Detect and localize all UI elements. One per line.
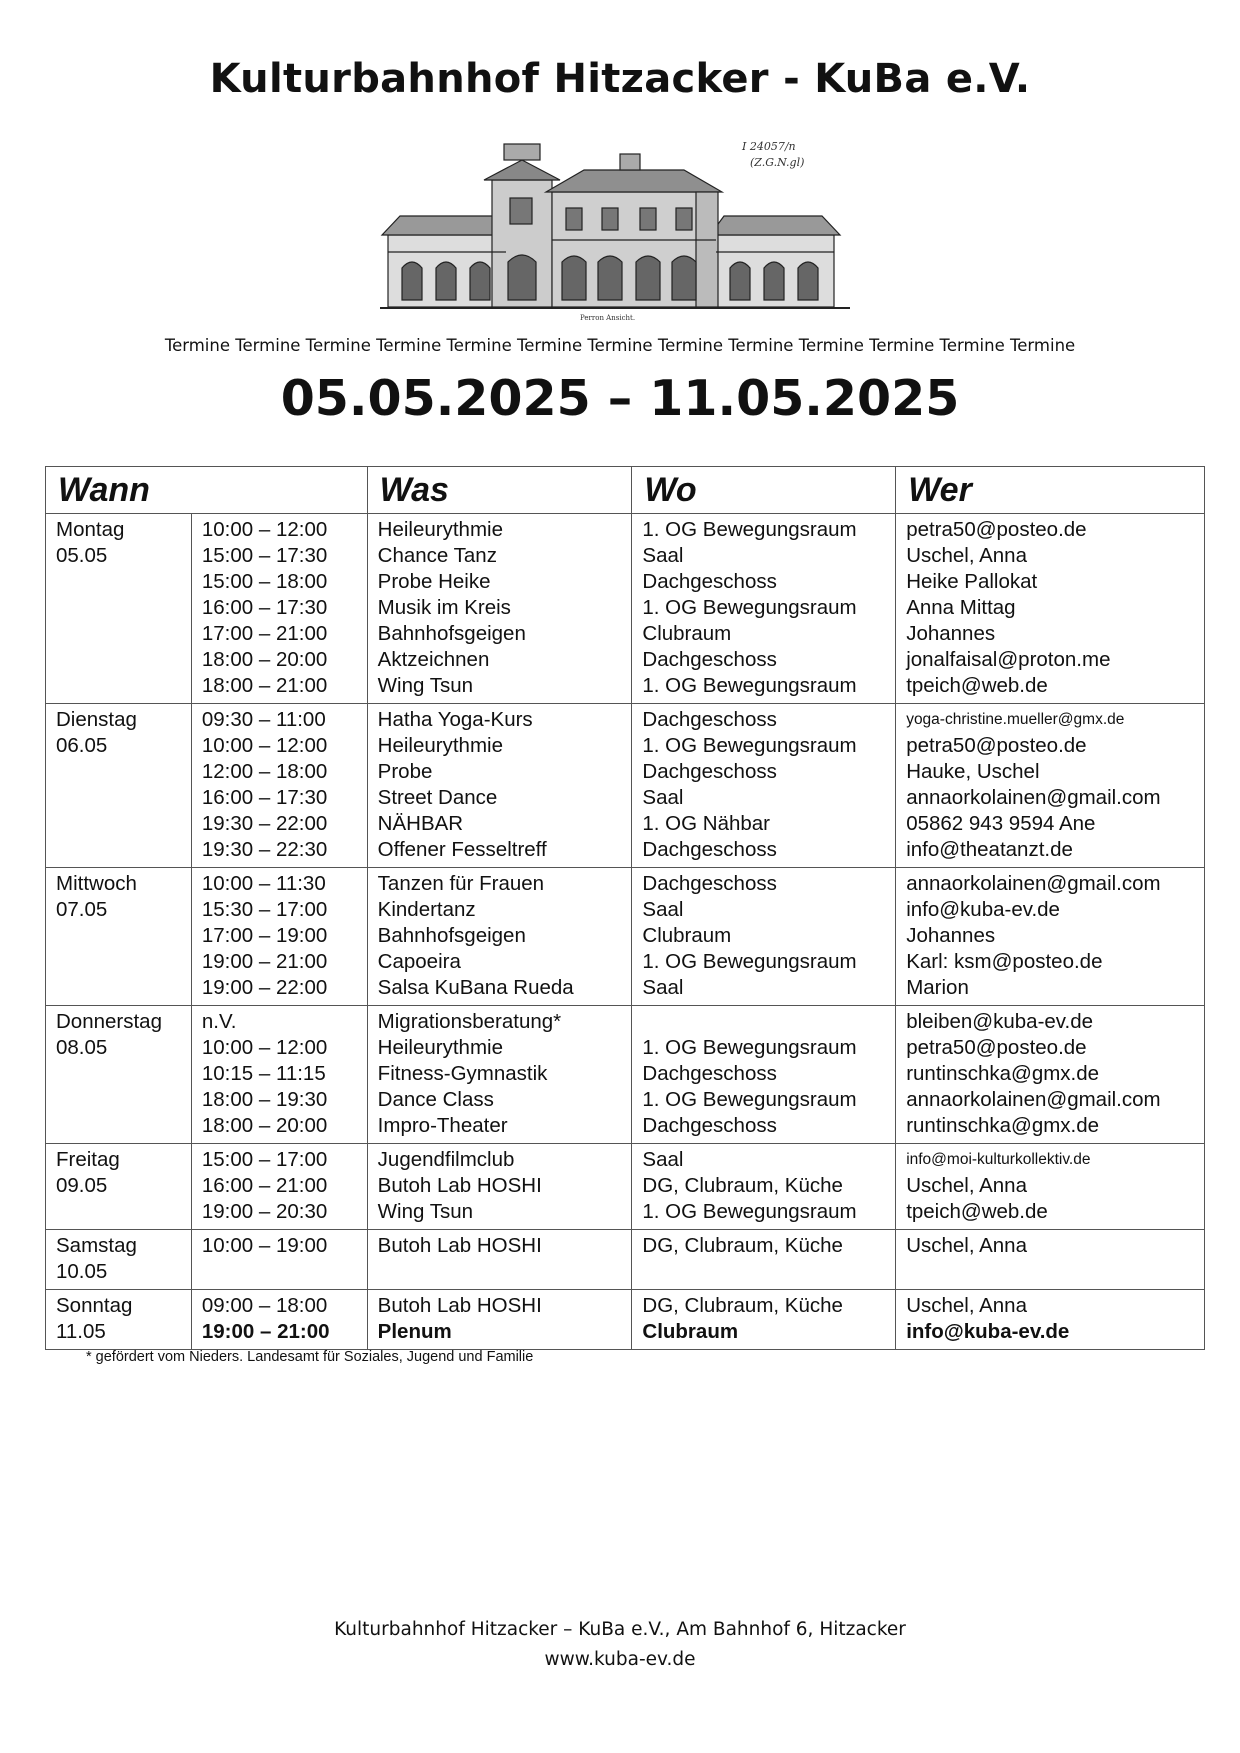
cell-where-line: 1. OG Bewegungsraum [642,518,857,541]
cell-times [191,1230,367,1290]
cell-where-line: Dachgeschoss [642,1062,777,1085]
cell-where-line: 1. OG Bewegungsraum [642,1200,857,1223]
cell-what-line: Aktzeichnen [377,648,490,671]
table-row [46,1290,1205,1350]
cell-times [191,1144,367,1230]
cell-day-line: 11.05 [56,1320,106,1343]
cell-what [367,514,632,704]
page-title: Kulturbahnhof Hitzacker - KuBa e.V. [209,56,1031,102]
cell-day-line: 09.05 [56,1174,108,1197]
cell-who-line: Karl: ksm@posteo.de [906,950,1103,973]
cell-who-line: Heike Pallokat [906,570,1038,593]
cell-where-line: Clubraum [642,924,732,947]
cell-what-line: Jugendfilmclub [377,1148,515,1171]
header-wann: Wann [46,467,368,514]
cell-who-line: runtinschka@gmx.de [906,1114,1100,1137]
cell-where-line: Dachgeschoss [642,872,777,895]
cell-times-line: 18:00 – 19:30 [201,1088,328,1111]
cell-day [46,514,192,704]
table-row [46,514,1205,704]
cell-who-line: Uschel, Anna [906,1234,1027,1257]
cell-where-line: Dachgeschoss [642,648,777,671]
cell-who-line: tpeich@web.de [906,1200,1048,1223]
cell-what-line: Wing Tsun [377,674,474,697]
date-range: 05.05.2025 – 11.05.2025 [280,370,960,427]
cell-times-line: 15:00 – 17:30 [201,544,328,567]
cell-times-line: 12:00 – 18:00 [201,760,328,783]
table-row [46,868,1205,1006]
header-wer: Wer [896,467,1205,514]
cell-what-line: Butoh Lab HOSHI [377,1174,542,1197]
cell-times-line: 09:30 – 11:00 [201,708,326,731]
cell-where-line: DG, Clubraum, Küche [642,1174,843,1197]
cell-what-line: Heileurythmie [377,518,503,541]
cell-what-line: Plenum [377,1320,452,1343]
cell-day [46,1144,192,1230]
cell-what-line: Musik im Kreis [377,596,511,619]
cell-where-line: Dachgeschoss [642,708,777,731]
cell-times-line: 15:00 – 18:00 [201,570,328,593]
cell-day-line: Donnerstag [56,1010,162,1033]
cell-what [367,1006,632,1144]
cell-who [896,1290,1205,1350]
cell-times [191,1290,367,1350]
cell-where-line: Dachgeschoss [642,1114,777,1137]
cell-day [46,704,192,868]
cell-what-line: Heileurythmie [377,734,503,757]
cell-times [191,514,367,704]
cell-where-line: Saal [642,544,684,567]
cell-times-line: 10:00 – 12:00 [201,734,328,757]
footer [0,1615,1240,1675]
cell-where [632,704,896,868]
table-row [46,704,1205,868]
cell-times [191,868,367,1006]
cell-who-line: Hauke, Uschel [906,760,1040,783]
cell-where [632,1290,896,1350]
cell-what-line: Tanzen für Frauen [377,872,545,895]
cell-who-line: petra50@posteo.de [906,734,1087,757]
cell-day-line: Freitag [56,1148,120,1171]
cell-where-line: 1. OG Nähbar [642,812,771,835]
cell-what-line: Street Dance [377,786,498,809]
drawing-caption: Perron Ansicht. [580,314,636,322]
cell-who-line: info@kuba-ev.de [906,1320,1070,1343]
cell-times-line: 19:00 – 22:00 [201,976,328,999]
cell-who-line: jonalfaisal@proton.me [906,648,1111,671]
cell-where-line: Saal [642,786,684,809]
cell-who [896,514,1205,704]
cell-what [367,868,632,1006]
cell-who-line: info@theatanzt.de [906,838,1073,861]
cell-who-line: petra50@posteo.de [906,1036,1087,1059]
cell-who [896,1006,1205,1144]
cell-day [46,1290,192,1350]
cell-where-line: Saal [642,976,684,999]
cell-times-line: 10:00 – 12:00 [201,1036,328,1059]
cell-day-line: Montag [56,518,125,541]
cell-where-line: 1. OG Bewegungsraum [642,950,857,973]
cell-who-line: tpeich@web.de [906,674,1048,697]
cell-where-line: 1. OG Bewegungsraum [642,1036,857,1059]
cell-times-line: 10:15 – 11:15 [201,1062,326,1085]
cell-day-line: 07.05 [56,898,108,921]
cell-what-line: Probe Heike [377,570,491,593]
cell-times-line: 09:00 – 18:00 [201,1294,328,1317]
cell-day-line: 06.05 [56,734,108,757]
cell-times-line: 16:00 – 17:30 [201,786,328,809]
cell-times-line: 19:30 – 22:30 [201,838,328,861]
cell-what-line: Bahnhofsgeigen [377,924,526,947]
cell-what-line: Salsa KuBana Rueda [377,976,574,999]
cell-who-line: annaorkolainen@gmail.com [906,872,1161,895]
cell-where [632,514,896,704]
cell-day [46,1230,192,1290]
header-was: Was [367,467,632,514]
cell-who-line: Uschel, Anna [906,1174,1027,1197]
cell-where [632,1230,896,1290]
table-header-row [46,467,1205,514]
cell-times-line: 18:00 – 20:00 [201,648,328,671]
cell-times-line: 15:30 – 17:00 [201,898,328,921]
cell-where [632,1144,896,1230]
cell-where-line: 1. OG Bewegungsraum [642,1088,857,1111]
cell-times-line: 19:00 – 20:30 [201,1200,328,1223]
cell-who-line: Marion [906,976,969,999]
schedule-table [45,466,1205,1350]
cell-where-line: 1. OG Bewegungsraum [642,734,857,757]
cell-where-line: 1. OG Bewegungsraum [642,596,857,619]
cell-where-line: 1. OG Bewegungsraum [642,674,857,697]
cell-who-line: bleiben@kuba-ev.de [906,1010,1094,1033]
cell-where-line: DG, Clubraum, Küche [642,1294,843,1317]
cell-what [367,1290,632,1350]
cell-who [896,1144,1205,1230]
cell-what-line: Wing Tsun [377,1200,474,1223]
cell-day-line: 05.05 [56,544,108,567]
footer-website: www.kuba-ev.de [544,1649,696,1670]
cell-times-line: 18:00 – 21:00 [201,674,328,697]
drawing-note-2: (Z.G.N.gl) [750,156,805,169]
footer-address: Kulturbahnhof Hitzacker – KuBa e.V., Am Bahnhof 6, Hitzacker [334,1619,906,1640]
cell-where-line: Saal [642,898,684,921]
cell-who-line: Uschel, Anna [906,1294,1027,1317]
cell-where-line: Dachgeschoss [642,760,777,783]
cell-who [896,1230,1205,1290]
cell-times-line: 19:00 – 21:00 [201,1320,330,1343]
cell-times-line: 10:00 – 12:00 [201,518,328,541]
cell-what-line: Butoh Lab HOSHI [377,1294,542,1317]
cell-times-line: 16:00 – 21:00 [201,1174,328,1197]
termine-line: Termine Termine Termine Termine Termine Termine Termine Termine Termine Termine Termine Termine Termine [164,336,1076,355]
cell-times-line: 18:00 – 20:00 [201,1114,328,1137]
cell-what [367,1144,632,1230]
cell-what-line: Heileurythmie [377,1036,503,1059]
footnote: * gefördert vom Nieders. Landesamt für Soziales, Jugend und Familie [86,1349,534,1365]
cell-what-line: Fitness-Gymnastik [377,1062,548,1085]
cell-who [896,704,1205,868]
cell-day-line: Sonntag [56,1294,133,1317]
cell-what-line: Impro-Theater [377,1114,508,1137]
cell-what-line: Capoeira [377,950,461,973]
drawing-note-1: I 24057/n [742,140,796,153]
cell-where-line: Saal [642,1148,684,1171]
cell-what [367,1230,632,1290]
cell-where-line: Dachgeschoss [642,838,777,861]
cell-what-line: Kindertanz [377,898,476,921]
cell-what-line: Probe [377,760,433,783]
cell-what-line: NÄHBAR [377,812,464,835]
cell-times-line: 10:00 – 11:30 [201,872,326,895]
cell-times-line: 19:00 – 21:00 [201,950,328,973]
cell-what-line: Bahnhofsgeigen [377,622,526,645]
cell-day [46,868,192,1006]
cell-who-line: annaorkolainen@gmail.com [906,1088,1161,1111]
header-wo: Wo [632,467,896,514]
cell-day-line: Mittwoch [56,872,137,895]
cell-day-line: 08.05 [56,1036,108,1059]
cell-where-line: DG, Clubraum, Küche [642,1234,843,1257]
cell-what-line: Chance Tanz [377,544,497,567]
cell-what-line: Butoh Lab HOSHI [377,1234,542,1257]
cell-who-line: Anna Mittag [906,596,1016,619]
cell-who-line: annaorkolainen@gmail.com [906,786,1161,809]
cell-times-line: 15:00 – 17:00 [201,1148,328,1171]
cell-times [191,1006,367,1144]
cell-who-line: 05862 943 9594 Ane [906,812,1096,835]
cell-what-line: Migrationsberatung* [377,1010,562,1033]
cell-where-line [642,1009,895,1035]
cell-who-line: info@kuba-ev.de [906,898,1060,921]
cell-day-line: 10.05 [56,1260,108,1283]
cell-day [46,1006,192,1144]
cell-who [896,868,1205,1006]
cell-who-line: runtinschka@gmx.de [906,1062,1100,1085]
cell-what-line: Offener Fesseltreff [377,838,547,861]
cell-times-line: 19:30 – 22:00 [201,812,328,835]
cell-where [632,1006,896,1144]
station-building-drawing [380,140,850,326]
table-row [46,1006,1205,1144]
cell-times [191,704,367,868]
cell-times-line: 17:00 – 19:00 [201,924,328,947]
cell-where-line: Dachgeschoss [642,570,777,593]
cell-where-line: Clubraum [642,1320,739,1343]
cell-times-line: n.V. [201,1010,237,1033]
cell-what [367,704,632,868]
cell-day-line: Dienstag [56,708,137,731]
cell-where [632,868,896,1006]
cell-times-line: 17:00 – 21:00 [201,622,328,645]
table-row [46,1144,1205,1230]
cell-what-line: Dance Class [377,1088,494,1111]
cell-times-line: 16:00 – 17:30 [201,596,328,619]
cell-who-line: info@moi-kulturkollektiv.de [906,1151,1091,1168]
table-row [46,1230,1205,1290]
cell-who-line: yoga-christine.mueller@gmx.de [906,711,1125,728]
cell-where-line: Clubraum [642,622,732,645]
cell-who-line: petra50@posteo.de [906,518,1087,541]
cell-who-line: Johannes [906,622,996,645]
cell-who-line: Uschel, Anna [906,544,1027,567]
cell-who-line: Johannes [906,924,996,947]
cell-times-line: 10:00 – 19:00 [201,1234,328,1257]
cell-day-line: Samstag [56,1234,137,1257]
cell-what-line: Hatha Yoga-Kurs [377,708,533,731]
